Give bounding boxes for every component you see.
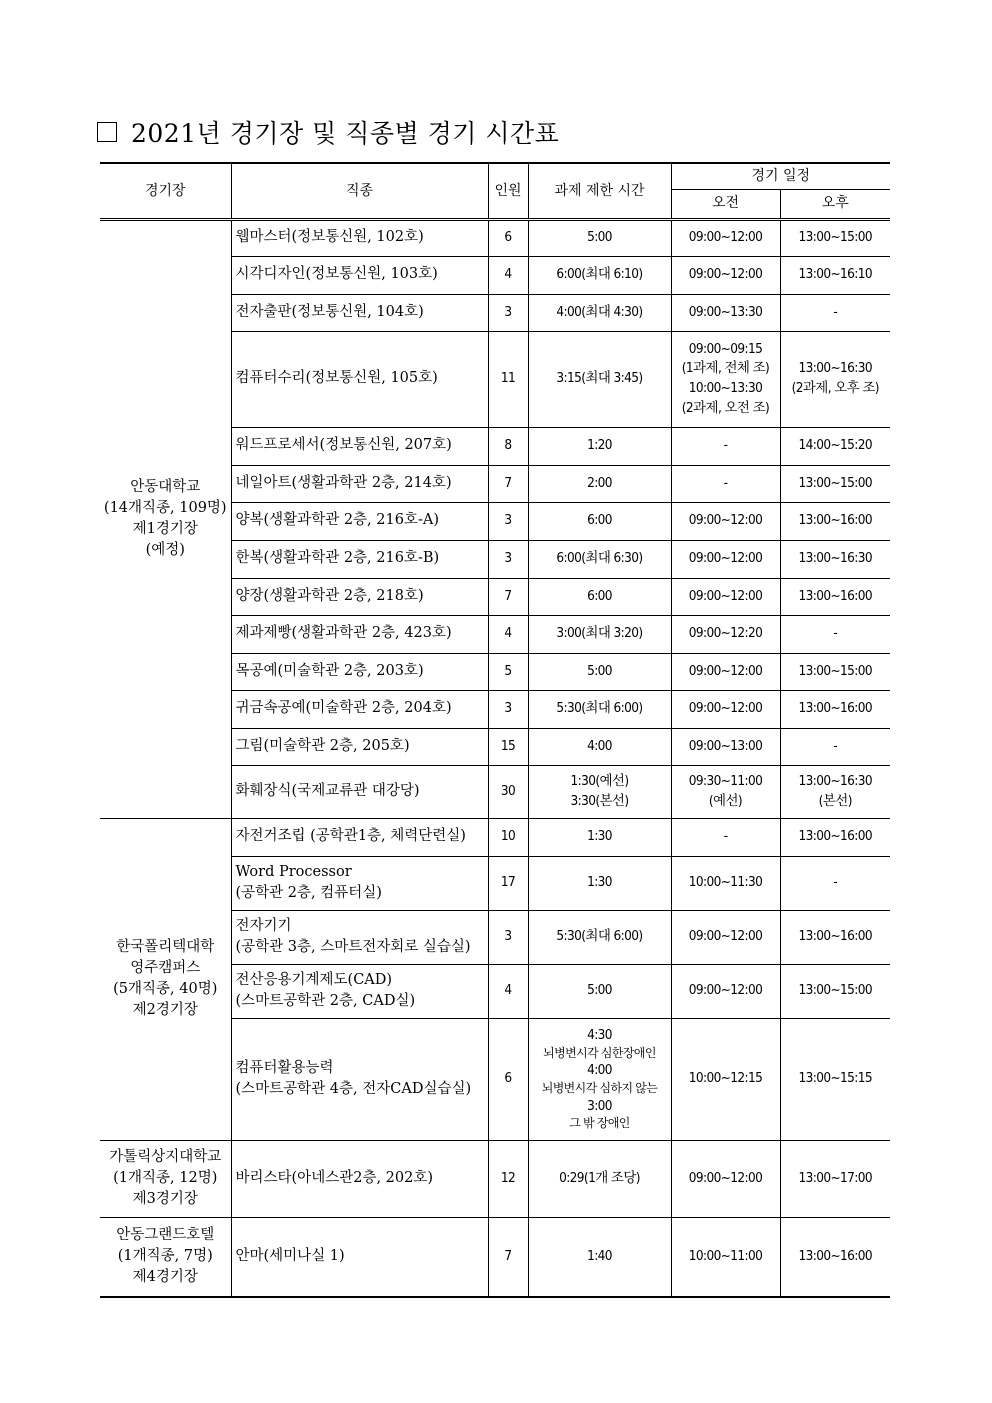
cell-line: 바리스타(아네스관2층, 202호) — [235, 1169, 434, 1186]
count-cell: 7 — [488, 465, 528, 502]
job-cell — [231, 728, 488, 765]
venue-cell — [100, 1140, 231, 1217]
pm-time-cell — [780, 728, 890, 765]
cell-line: 목공예(미술학관 2층, 203호) — [235, 662, 424, 679]
cell-line: 10:00~11:30 — [688, 874, 763, 891]
cell-line: (예선) — [708, 792, 743, 809]
cell-line: 13:00~16:00 — [798, 1247, 873, 1264]
job-cell — [231, 578, 488, 615]
job-cell — [231, 294, 488, 331]
cell-line: 화훼장식(국제교류관 대강당) — [235, 782, 420, 799]
pm-time-cell — [780, 690, 890, 728]
cell-line: 3:30(본선) — [570, 792, 629, 809]
pm-time-cell — [780, 653, 890, 690]
limit-cell — [528, 502, 671, 540]
cell-line: (5개직종, 40명) — [113, 981, 218, 997]
cell-line: 1:30 — [587, 828, 612, 845]
cell-line: 네일아트(생활과학관 2층, 214호) — [235, 474, 452, 491]
cell-line: 13:00~15:00 — [798, 982, 873, 999]
cell-line: 1:30(예선) — [570, 772, 629, 789]
job-cell — [231, 1217, 488, 1297]
count-cell: 3 — [488, 690, 528, 728]
job-cell — [231, 219, 488, 256]
cell-line: 13:00~15:00 — [798, 229, 873, 246]
cell-line: 13:00~16:00 — [798, 928, 873, 945]
cell-line: 한국폴리텍대학 — [116, 938, 215, 955]
cell-line: 가톨릭상지대학교 — [109, 1148, 222, 1165]
header-count: 인원 — [488, 163, 528, 219]
am-time-cell — [671, 818, 780, 856]
job-cell — [231, 1140, 488, 1217]
cell-line: 09:00~12:00 — [688, 928, 763, 945]
am-time-cell — [671, 331, 780, 427]
count-cell: 4 — [488, 964, 528, 1018]
cell-line: 13:00~16:30 — [798, 550, 873, 567]
cell-line: 4:30 — [587, 1027, 612, 1044]
cell-line: 영주캠퍼스 — [130, 959, 201, 976]
cell-line: 그림(미술학관 2층, 205호) — [235, 737, 410, 754]
job-cell — [231, 690, 488, 728]
job-cell — [231, 765, 488, 818]
schedule-table — [100, 162, 890, 1298]
pm-time-cell — [780, 578, 890, 615]
am-time-cell — [671, 910, 780, 964]
pm-time-cell — [780, 331, 890, 427]
cell-line: 1:30 — [587, 874, 612, 891]
cell-line: 3:00 — [587, 1097, 612, 1114]
cell-line: 양장(생활과학관 2층, 218호) — [235, 587, 424, 604]
pm-time-cell — [780, 1018, 890, 1140]
cell-line: 4:00 — [587, 1062, 612, 1079]
count-cell: 6 — [488, 219, 528, 256]
cell-line: 전자출판(정보통신원, 104호) — [235, 303, 424, 320]
pm-time-cell — [780, 256, 890, 294]
cell-line: 귀금속공예(미술학관 2층, 204호) — [235, 700, 452, 717]
cell-line: 13:00~16:00 — [798, 587, 873, 604]
table-row — [100, 219, 890, 256]
count-cell: 10 — [488, 818, 528, 856]
header-venue: 경기장 — [100, 163, 231, 219]
limit-cell — [528, 256, 671, 294]
pm-time-cell — [780, 856, 890, 910]
cell-line: 1:20 — [587, 437, 612, 454]
cell-line: 09:00~12:00 — [688, 662, 763, 679]
cell-line: 3:00(최대 3:20) — [556, 625, 643, 642]
am-time-cell — [671, 615, 780, 653]
count-cell: 6 — [488, 1018, 528, 1140]
checkbox-square-icon — [97, 122, 117, 142]
cell-line: 09:00~12:00 — [688, 1169, 763, 1186]
cell-line: 13:00~16:00 — [798, 700, 873, 717]
cell-line: - — [833, 303, 838, 320]
cell-line: 10:00~13:30 — [688, 380, 763, 396]
cell-line: 10:00~11:00 — [688, 1247, 763, 1264]
job-cell — [231, 502, 488, 540]
pm-time-cell — [780, 615, 890, 653]
cell-line: 5:00 — [587, 662, 612, 679]
cell-line: 09:00~13:30 — [688, 303, 763, 320]
cell-line: 09:00~12:00 — [688, 512, 763, 529]
count-cell: 3 — [488, 910, 528, 964]
am-time-cell — [671, 294, 780, 331]
cell-line: (2과제, 오전 조) — [681, 399, 770, 416]
cell-line: - — [723, 437, 728, 454]
limit-cell — [528, 1140, 671, 1217]
am-time-cell — [671, 540, 780, 578]
limit-cell — [528, 690, 671, 728]
cell-line: (1과제, 전체 조) — [681, 360, 770, 377]
header-job: 직종 — [231, 163, 488, 219]
limit-cell — [528, 964, 671, 1018]
cell-line: (예정) — [145, 542, 185, 559]
cell-line: 5:30(최대 6:00) — [556, 928, 643, 945]
cell-line: 뇌병변시각 심한장애인 — [543, 1045, 656, 1060]
cell-line: 6:00 — [587, 512, 612, 529]
job-cell — [231, 818, 488, 856]
job-cell — [231, 427, 488, 465]
am-time-cell — [671, 765, 780, 818]
am-time-cell — [671, 578, 780, 615]
pm-time-cell — [780, 427, 890, 465]
am-time-cell — [671, 1140, 780, 1217]
cell-line: 안동대학교 — [130, 478, 201, 495]
cell-line: (본선) — [818, 792, 852, 809]
limit-cell — [528, 465, 671, 502]
pm-time-cell — [780, 294, 890, 331]
cell-line: 워드프로세서(정보통신원, 207호) — [235, 437, 452, 454]
am-time-cell — [671, 256, 780, 294]
cell-line: 13:00~16:10 — [798, 266, 873, 283]
cell-line: 안마(세미나실 1) — [235, 1248, 345, 1265]
cell-line: 09:00~09:15 — [688, 340, 763, 357]
cell-line: Word Processor — [235, 863, 352, 880]
cell-line: 컴퓨터수리(정보통신원, 105호) — [235, 370, 438, 387]
cell-line: (1개직종, 12명) — [113, 1169, 218, 1186]
cell-line: 09:00~12:00 — [688, 229, 763, 246]
am-time-cell — [671, 728, 780, 765]
job-cell — [231, 964, 488, 1018]
count-cell: 11 — [488, 331, 528, 427]
am-time-cell — [671, 219, 780, 256]
pm-time-cell — [780, 502, 890, 540]
pm-time-cell — [780, 540, 890, 578]
am-time-cell — [671, 465, 780, 502]
cell-line: 제3경기장 — [132, 1191, 198, 1207]
job-cell — [231, 465, 488, 502]
cell-line: 전자기기 — [235, 917, 292, 934]
limit-cell — [528, 818, 671, 856]
count-cell: 4 — [488, 256, 528, 294]
cell-line: 그 밖 장애인 — [569, 1116, 630, 1131]
cell-line: 전산응용기계제도(CAD) — [235, 971, 393, 988]
cell-line: (14개직종, 109명) — [103, 499, 227, 516]
pm-time-cell — [780, 465, 890, 502]
job-cell — [231, 540, 488, 578]
cell-line: 09:00~12:00 — [688, 700, 763, 717]
am-time-cell — [671, 1018, 780, 1140]
job-cell — [231, 1018, 488, 1140]
cell-line: 09:00~13:00 — [688, 737, 763, 754]
limit-cell — [528, 1018, 671, 1140]
pm-time-cell — [780, 765, 890, 818]
job-cell — [231, 910, 488, 964]
cell-line: 제과제빵(생활과학관 2층, 423호) — [235, 625, 452, 642]
am-time-cell — [671, 502, 780, 540]
count-cell: 3 — [488, 294, 528, 331]
count-cell: 5 — [488, 653, 528, 690]
cell-line: 제1경기장 — [132, 521, 198, 537]
cell-line: 13:00~16:00 — [798, 828, 873, 845]
cell-line: 09:00~12:00 — [688, 982, 763, 999]
limit-cell — [528, 294, 671, 331]
pm-time-cell — [780, 910, 890, 964]
cell-line: - — [723, 828, 728, 845]
job-cell — [231, 653, 488, 690]
cell-line: 14:00~15:20 — [798, 437, 873, 454]
cell-line: 09:00~12:20 — [688, 625, 763, 642]
pm-time-cell — [780, 818, 890, 856]
cell-line: 2:00 — [587, 474, 612, 491]
limit-cell — [528, 540, 671, 578]
limit-cell — [528, 615, 671, 653]
venue-cell — [100, 818, 231, 1140]
cell-line: 09:00~12:00 — [688, 550, 763, 567]
cell-line: 13:00~16:00 — [798, 512, 873, 529]
pm-time-cell — [780, 1140, 890, 1217]
cell-line: 09:00~12:00 — [688, 266, 763, 283]
cell-line: 웹마스터(정보통신원, 102호) — [235, 229, 424, 246]
limit-cell — [528, 910, 671, 964]
venue-cell — [100, 219, 231, 818]
cell-line: 09:00~12:00 — [688, 587, 763, 604]
job-cell — [231, 615, 488, 653]
cell-line: (공학관 3층, 스마트전자회로 실습실) — [235, 939, 471, 955]
cell-line: 6:00 — [587, 587, 612, 604]
count-cell: 7 — [488, 578, 528, 615]
job-cell — [231, 256, 488, 294]
job-cell — [231, 331, 488, 427]
am-time-cell — [671, 1217, 780, 1297]
cell-line: 컴퓨터활용능력 — [235, 1059, 334, 1076]
cell-line: 13:00~15:00 — [798, 662, 873, 679]
cell-line: 5:30(최대 6:00) — [556, 700, 643, 717]
table-row — [100, 1140, 890, 1217]
cell-line: 제2경기장 — [132, 1002, 198, 1019]
cell-line: 양복(생활과학관 2층, 216호-A) — [235, 512, 439, 529]
cell-line: (2과제, 오후 조) — [791, 380, 879, 396]
cell-line: 뇌병변시각 심하지 않는 — [541, 1080, 658, 1095]
cell-line: 1:40 — [587, 1247, 612, 1264]
cell-line: 13:00~16:30 — [798, 772, 873, 789]
count-cell: 4 — [488, 615, 528, 653]
cell-line: (스마트공학관 4층, 전자CAD실습실) — [235, 1081, 472, 1097]
count-cell: 7 — [488, 1217, 528, 1297]
cell-line: (스마트공학관 2층, CAD실) — [235, 993, 416, 1009]
table-row — [100, 818, 890, 856]
cell-line: 09:30~11:00 — [688, 772, 763, 789]
cell-line: 안동그랜드호텔 — [116, 1227, 215, 1244]
cell-line: 6:00(최대 6:30) — [556, 550, 643, 567]
limit-cell — [528, 856, 671, 910]
count-cell: 12 — [488, 1140, 528, 1217]
header-limit: 과제 제한 시간 — [528, 163, 671, 219]
cell-line: 시각디자인(정보통신원, 103호) — [235, 266, 438, 283]
cell-line: - — [833, 625, 838, 642]
cell-line: 4:00(최대 4:30) — [556, 303, 643, 320]
limit-cell — [528, 578, 671, 615]
cell-line: 13:00~17:00 — [798, 1169, 873, 1186]
cell-line: (1개직종, 7명) — [117, 1248, 213, 1265]
am-time-cell — [671, 964, 780, 1018]
limit-cell — [528, 1217, 671, 1297]
cell-line: 한복(생활과학관 2층, 216호-B) — [235, 550, 440, 567]
cell-line: 5:00 — [587, 982, 612, 999]
header-am: 오전 — [671, 189, 780, 219]
table-row — [100, 1217, 890, 1297]
venue-cell — [100, 1217, 231, 1297]
am-time-cell — [671, 690, 780, 728]
pm-time-cell — [780, 964, 890, 1018]
cell-line: 5:00 — [587, 229, 612, 246]
count-cell: 3 — [488, 540, 528, 578]
page-title-text: 2021년 경기장 및 직종별 경기 시간표 — [131, 119, 560, 148]
limit-cell — [528, 728, 671, 765]
limit-cell — [528, 219, 671, 256]
limit-cell — [528, 427, 671, 465]
cell-line: 0:29(1개 조당) — [559, 1169, 640, 1186]
cell-line: - — [833, 737, 838, 754]
am-time-cell — [671, 427, 780, 465]
pm-time-cell — [780, 1217, 890, 1297]
limit-cell — [528, 653, 671, 690]
cell-line: 자전거조립 (공학관1층, 체력단련실) — [235, 828, 466, 845]
cell-line: 13:00~16:30 — [798, 360, 873, 377]
count-cell: 17 — [488, 856, 528, 910]
am-time-cell — [671, 856, 780, 910]
job-cell — [231, 856, 488, 910]
cell-line: 13:00~15:00 — [798, 474, 873, 491]
cell-line: 10:00~12:15 — [688, 1070, 763, 1087]
header-schedule: 경기 일정 — [671, 163, 890, 189]
cell-line: 제4경기장 — [132, 1269, 198, 1286]
cell-line: (공학관 2층, 컴퓨터실) — [235, 885, 382, 901]
count-cell: 15 — [488, 728, 528, 765]
cell-line: 13:00~15:15 — [798, 1070, 873, 1087]
pm-time-cell — [780, 219, 890, 256]
count-cell: 8 — [488, 427, 528, 465]
cell-line: 4:00 — [587, 737, 612, 754]
cell-line: 6:00(최대 6:10) — [556, 266, 643, 283]
header-pm: 오후 — [780, 189, 890, 219]
limit-cell — [528, 331, 671, 427]
am-time-cell — [671, 653, 780, 690]
cell-line: - — [723, 474, 728, 491]
cell-line: - — [833, 874, 838, 891]
cell-line: 3:15(최대 3:45) — [556, 370, 643, 387]
page-title — [97, 114, 559, 150]
count-cell: 3 — [488, 502, 528, 540]
count-cell: 30 — [488, 765, 528, 818]
limit-cell — [528, 765, 671, 818]
